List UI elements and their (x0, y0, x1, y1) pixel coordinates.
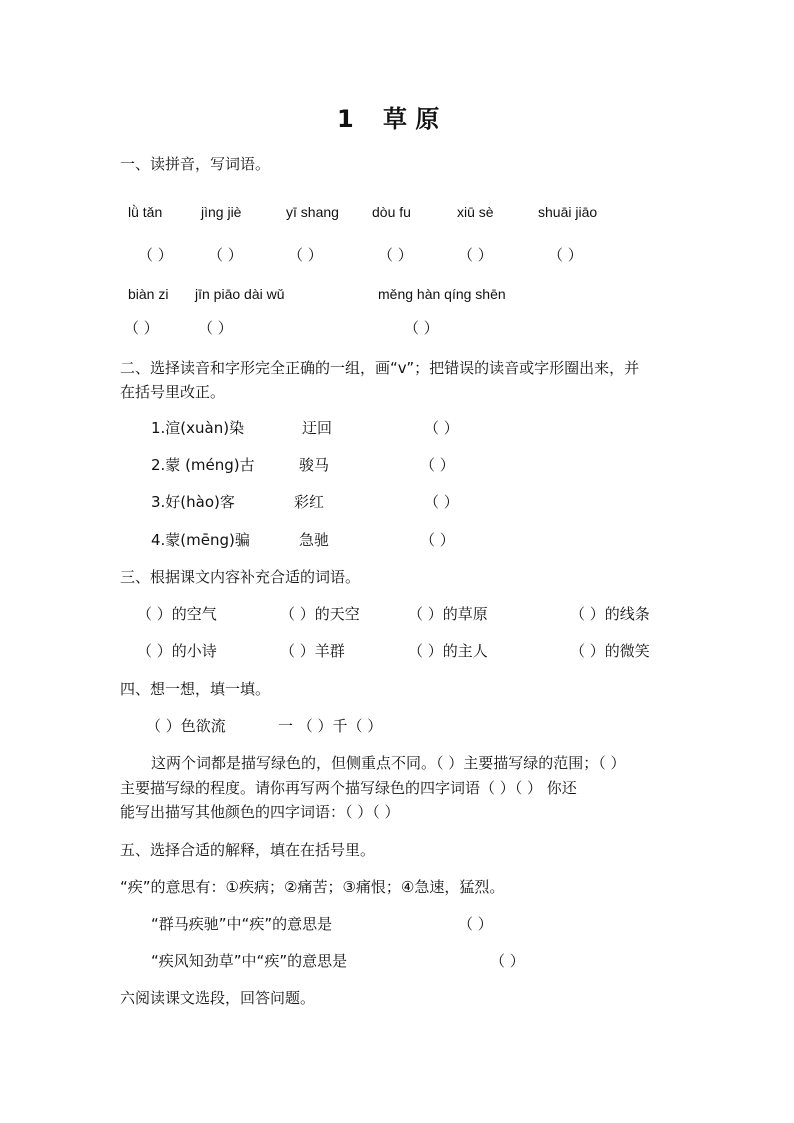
question-1-blank[interactable]: （ ） (458, 915, 493, 933)
option-4-pair: 急驰 (299, 531, 330, 549)
section-5-heading: 五、选择合适的解释，填在在括号里。 (120, 841, 376, 859)
blank-3[interactable]: （ ） (288, 246, 323, 264)
lesson-number: 1 (337, 105, 354, 133)
fill-6[interactable]: （ ）羊群 (280, 642, 345, 660)
blank-6[interactable]: （ ） (548, 246, 583, 264)
paragraph-line-3: 能写出描写其他颜色的四字词语：（ ）（ ） (120, 803, 400, 821)
pinyin-7: biàn zi (128, 286, 169, 302)
pinyin-6: shuāi jiāo (538, 204, 598, 220)
option-4-blank[interactable]: （ ） (420, 531, 455, 549)
fill-1[interactable]: （ ）的空气 (137, 605, 217, 623)
page-title: 草 原 (383, 105, 440, 133)
blank-4[interactable]: （ ） (378, 246, 413, 264)
pinyin-2: jìng jiè (201, 204, 242, 220)
option-1-pair: 迂回 (302, 419, 333, 437)
pinyin-3: yī shang (286, 204, 339, 220)
section-6-heading: 六阅读课文选段，回答问题。 (120, 989, 316, 1007)
pinyin-1: lǜ tǎn (128, 204, 163, 220)
option-2-pair: 骏马 (299, 456, 330, 474)
blank-1[interactable]: （ ） (138, 246, 173, 264)
pinyin-9: měng hàn qíng shēn (378, 286, 506, 302)
option-1-word: 1.渲(xuàn)染 (151, 419, 245, 437)
section-1-heading: 一、读拼音，写词语。 (120, 155, 271, 173)
fill-2[interactable]: （ ）的天空 (280, 605, 360, 623)
fill-8[interactable]: （ ）的微笑 (570, 642, 650, 660)
question-2-blank[interactable]: （ ） (490, 952, 525, 970)
option-3-pair: 彩红 (294, 493, 325, 511)
option-4-word: 4.蒙(mēng)骗 (151, 531, 250, 549)
blank-8[interactable]: （ ） (198, 319, 233, 337)
section-3-heading: 三、根据课文内容补充合适的词语。 (120, 568, 361, 586)
blank-7[interactable]: （ ） (124, 319, 159, 337)
option-1-blank[interactable]: （ ） (424, 419, 459, 437)
option-3-blank[interactable]: （ ） (424, 493, 459, 511)
section-4-heading: 四、想一想，填一填。 (120, 680, 271, 698)
blank-5[interactable]: （ ） (458, 246, 493, 264)
fill-5[interactable]: （ ）的小诗 (137, 642, 217, 660)
pinyin-4: dòu fu (372, 204, 411, 220)
idiom-1[interactable]: （ ）色欲流 (146, 717, 226, 735)
fill-7[interactable]: （ ）的主人 (408, 642, 488, 660)
paragraph-line-2: 主要描写绿的程度。请你再写两个描写绿色的四字词语（ ）（ ） 你还 (120, 779, 577, 797)
meanings-list: “疾”的意思有：①疾病；②痛苦；③痛恨；④急速，猛烈。 (120, 878, 505, 896)
option-2-word: 2.蒙 (méng)古 (151, 456, 255, 474)
paragraph-line-1: 这两个词都是描写绿色的，但侧重点不同。（ ）主要描写绿的范围；（ ） (151, 754, 626, 772)
question-1: “群马疾驰”中“疾”的意思是 (151, 915, 333, 933)
option-2-blank[interactable]: （ ） (420, 456, 455, 474)
option-3-word: 3.好(hào)客 (151, 493, 235, 511)
question-2: “疾风知劲草”中“疾”的意思是 (151, 952, 348, 970)
idiom-2[interactable]: 一 （ ）千（ ） (278, 717, 383, 735)
section-2-heading-line-2: 在括号里改正。 (120, 383, 226, 401)
blank-9[interactable]: （ ） (404, 319, 439, 337)
pinyin-5: xiū sè (457, 204, 494, 220)
fill-4[interactable]: （ ）的线条 (570, 605, 650, 623)
fill-3[interactable]: （ ）的草原 (408, 605, 488, 623)
section-2-heading-line-1: 二、选择读音和字形完全正确的一组，画“v”；把错误的读音或字形圈出来，并 (120, 359, 640, 377)
blank-2[interactable]: （ ） (208, 246, 243, 264)
pinyin-8: jīn piāo dài wǔ (195, 286, 285, 302)
